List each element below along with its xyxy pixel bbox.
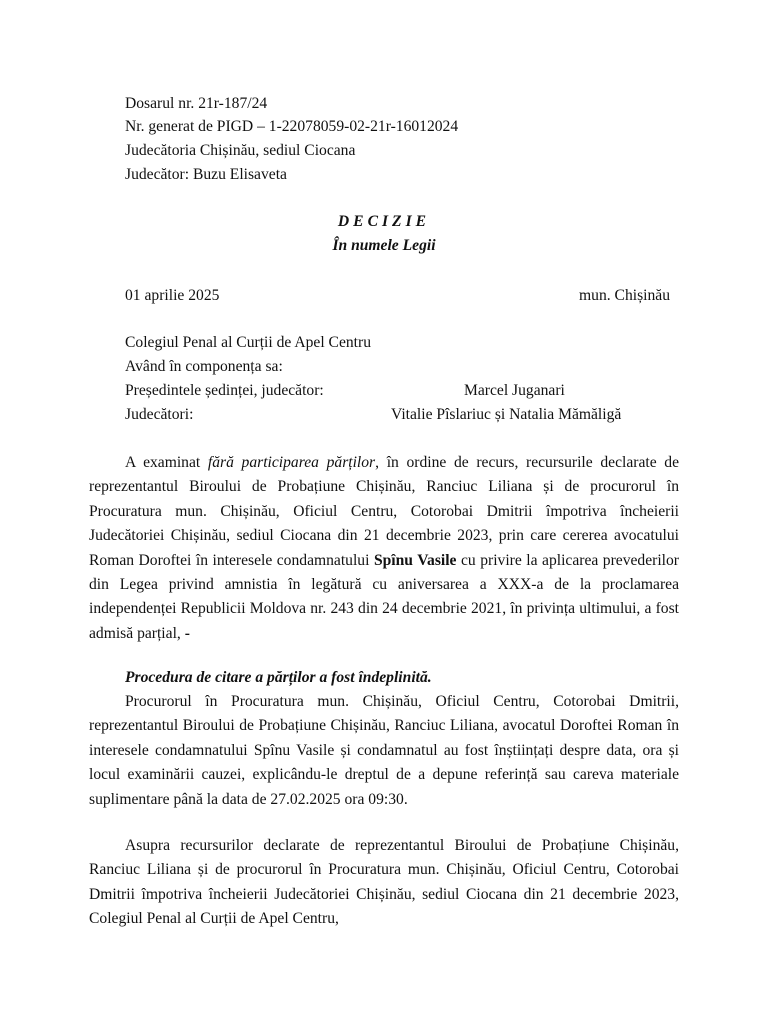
decision-date: 01 aprilie 2025 xyxy=(125,287,220,304)
procedure-heading: Procedura de citare a părților a fost îndeplinită. xyxy=(125,669,432,686)
paragraph-examination xyxy=(89,451,679,646)
judges-names: Vitalie Pîslariuc și Natalia Mămăligă xyxy=(391,406,622,423)
convict-name: Spînu Vasile xyxy=(373,551,457,569)
pigd-number: Nr. generat de PIGD – 1-22078059-02-21r-16012024 xyxy=(125,118,459,135)
composition-label: Având în componența sa: xyxy=(125,358,283,375)
court-name: Judecătoria Chișinău, sediul Ciocana xyxy=(125,142,356,159)
procedure-text: Procurorul în Procuratura mun. Chișinău, Oficiul Centru, Cotorobai Dmitrii, reprezentantul Biroului de Probațiune Chișinău, Ranciuc Liliana, avocatul Doroftei Roman în interesele condamnatului Spînu Vasile și condamnatul au fost înștiințați despre data, ora și locul examinării cauzei, explicându-le dreptul de a depune referință sau careva materiale suplimentare până la data de 27.02.2025 ora 09:30. xyxy=(89,693,679,808)
case-number: Dosarul nr. 21r-187/24 xyxy=(125,95,268,112)
paragraph-examination-part2: , în ordine de recurs, recursurile declarate de reprezentantul Biroului de Probațiune Chișinău, Ranciuc Liliana și de procurorul în Procuratura mun. Chișinău, Oficiul Centru, Cotorobai Dmitrii împotriva încheierii Judecătoriei Chișinău, sediul Ciocana din 21 decembrie 2023, prin care cererea avocatului Roman Doroftei în interesele condamnatului xyxy=(89,454,679,569)
document-title: DECIZIE xyxy=(337,213,431,230)
president-label: Președintele ședinței, judecător: xyxy=(125,382,324,399)
president-name: Marcel Juganari xyxy=(464,382,565,399)
judges-label: Judecători: xyxy=(125,406,194,423)
decision-place: mun. Chișinău xyxy=(579,287,670,304)
judge-name: Judecător: Buzu Elisaveta xyxy=(125,166,287,183)
paragraph-appeals: Asupra recursurilor declarate de reprezentantul Biroului de Probațiune Chișinău, Ranciuc Liliana și de procurorul în Procuratura mun. Chișinău, Oficiul Centru, Cotorobai Dmitrii împotriva încheierii Judecătoriei Chișinău, sediul Ciocana din 21 decembrie 2023, Colegiul Penal al Curții de Apel Centru, xyxy=(89,837,679,928)
college-name: Colegiul Penal al Curții de Apel Centru xyxy=(125,334,371,351)
paragraph-examination-dash: - xyxy=(184,624,190,642)
paragraph-examination-part3: cu privire la aplicarea prevederilor din Legea privind amnistia în legătură cu aniversarea a XXX-a de la proclamarea independenței Republicii Moldova nr. 243 din 24 decembrie 2021, în privința ultimului, a fost admisă parțial, xyxy=(89,551,680,642)
paragraph-examination-italic: fără participarea părților xyxy=(207,454,376,471)
paragraph-examination-part1: A examinat xyxy=(125,454,208,471)
document-subtitle: În numele Legii xyxy=(332,237,436,254)
